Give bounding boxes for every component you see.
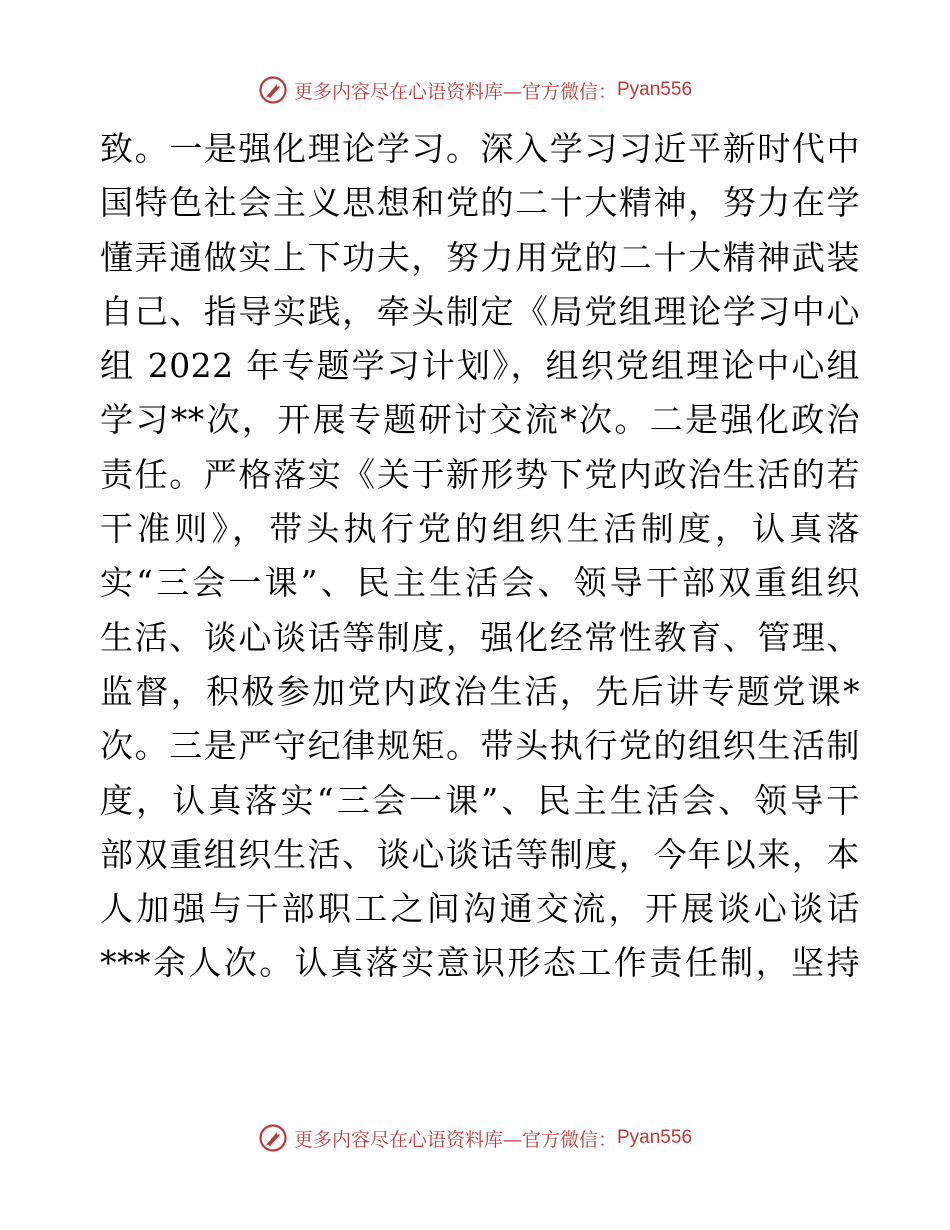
text-line: 度，认真落实“三会一课”、民主生活会、领导干	[100, 780, 860, 820]
text-line: 学习**次，开展专题研讨交流*次。二是强化政治	[100, 400, 860, 440]
banner-wechat-id: Pyan556	[617, 1127, 693, 1148]
text-line: 致。一是强化理论学习。深入学习习近平新时代中	[100, 129, 860, 168]
text-line: 组 2022 年专题学习计划》，组织党组理论中心组	[100, 346, 860, 386]
footer-banner	[0, 1120, 950, 1156]
text-line: 自己、指导实践，牵头制定《局党组理论学习中心	[100, 291, 860, 331]
document-body	[100, 122, 860, 991]
pen-nib-logo-icon	[258, 75, 288, 105]
banner-text: 更多内容尽在心语资料库—官方微信：	[293, 80, 617, 103]
text-line: 生活、谈心谈话等制度，强化经常性教育、管理、	[100, 617, 860, 657]
text-line: 实“三会一课”、民主生活会、领导干部双重组织	[100, 563, 860, 603]
banner-text: 更多内容尽在心语资料库—官方微信：	[293, 1128, 617, 1151]
header-banner	[0, 72, 950, 108]
text-line: 监督，积极参加党内政治生活，先后讲专题党课*	[100, 671, 860, 711]
text-line: 干准则》，带头执行党的组织生活制度，认真落	[100, 509, 860, 549]
banner-wechat-id: Pyan556	[617, 79, 693, 100]
text-line: 懂弄通做实上下功夫，努力用党的二十大精神武装	[100, 237, 860, 277]
text-line: 次。三是严守纪律规矩。带头执行党的组织生活制	[100, 726, 860, 766]
pen-nib-logo-icon	[258, 1123, 288, 1153]
text-line: 责任。严格落实《关于新形势下党内政治生活的若	[100, 454, 860, 494]
text-line: 人加强与干部职工之间沟通交流，开展谈心谈话	[100, 889, 860, 929]
text-line: ***余人次。认真落实意识形态工作责任制，坚持	[100, 943, 860, 983]
text-line: 部双重组织生活、谈心谈话等制度，今年以来，本	[100, 834, 860, 874]
text-line: 国特色社会主义思想和党的二十大精神，努力在学	[100, 183, 860, 223]
